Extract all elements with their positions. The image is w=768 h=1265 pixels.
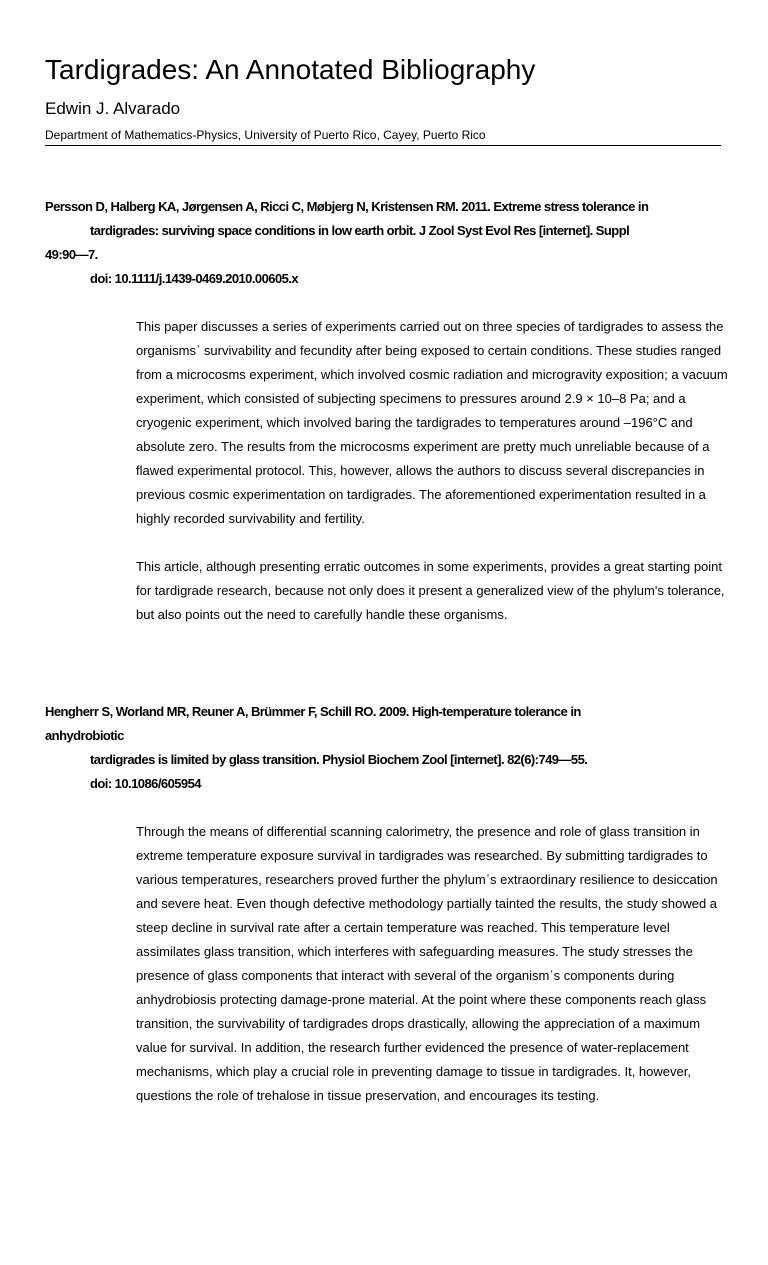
annotation-2 [136,820,728,1108]
citation-line: Hengherr S, Worland MR, Reuner A, Brümmer F, Schill RO. 2009. High-temperature tolerance in [45,704,581,719]
citation-line: Persson D, Halberg KA, Jørgensen A, Ricci C, Møbjerg N, Kristensen RM. 2011. Extreme stress tolerance in [45,199,649,214]
citation-line: tardigrades is limited by glass transition. Physiol Biochem Zool [internet]. 82(6):749—55. [90,752,588,767]
annotation-paragraph: This paper discusses a series of experiments carried out on three species of tardigrades to assess the organisms᾽ survivability and fecundity after being exposed to certain conditions. These studies ranged from a microcosms experiment, which involved cosmic radiation and microgravity exposition; a vacuum experiment, which consisted of subjecting specimens to pressures around 2.9 × 10–8 Pa; and a cryogenic experiment, which involved baring the tardigrades to temperatures around –196°C and absolute zero. The results from the microcosms experiment are pretty much unreliable because of a flawed experimental protocol. This, however, allows the authors to discuss several discrepancies in previous cosmic experimentation on tardigrades. The aforementioned experimentation resulted in a highly recorded survivability and fertility. [136,319,728,526]
citation-doi: doi: 10.1086/605954 [90,776,201,791]
annotation-1 [136,315,728,627]
author-name: Edwin J. Alvarado [45,99,181,118]
citation-doi: doi: 10.1111/j.1439-0469.2010.00605.x [90,271,299,286]
author-affiliation: Department of Mathematics-Physics, University of Puerto Rico, Cayey, Puerto Rico [45,127,721,146]
citation-line: anhydrobiotic [45,728,124,743]
citation-2 [45,700,735,796]
annotation-paragraph: Through the means of differential scanning calorimetry, the presence and role of glass transition in extreme temperature exposure survival in tardigrades was researched. By submitting tardigrades to various temperatures, researchers proved further the phylum᾽s extraordinary resilience to desiccation and severe heat. Even though defective methodology partially tainted the results, the study showed a steep decline in survival rate after a certain temperature was reached. This temperature level assimilates glass transition, which interferes with safeguarding measures. The study stresses the presence of glass components that interact with several of the organism᾽s components during anhydrobiosis protecting damage-prone material. At the point where these components reach glass transition, the survivability of tardigrades drops drastically, allowing the appreciation of a maximum value for survival. In addition, the research further evidenced the presence of water-replacement mechanisms, which play a crucial role in preventing damage to tissue in tardigrades. It, however, questions the role of trehalose in tissue preservation, and encourages its testing. [136,824,718,1103]
citation-1 [45,195,735,291]
citation-line: 49:90—7. [45,247,98,262]
citation-line: tardigrades: surviving space conditions in low earth orbit. J Zool Syst Evol Res [internet]. Suppl [90,223,630,238]
annotation-paragraph: This article, although presenting erratic outcomes in some experiments, provides a great starting point for tardigrade research, because not only does it present a generalized view of the phylum's tolerance, but also points out the need to carefully handle these organisms. [136,559,725,622]
document-title: Tardigrades: An Annotated Bibliography [45,54,536,85]
